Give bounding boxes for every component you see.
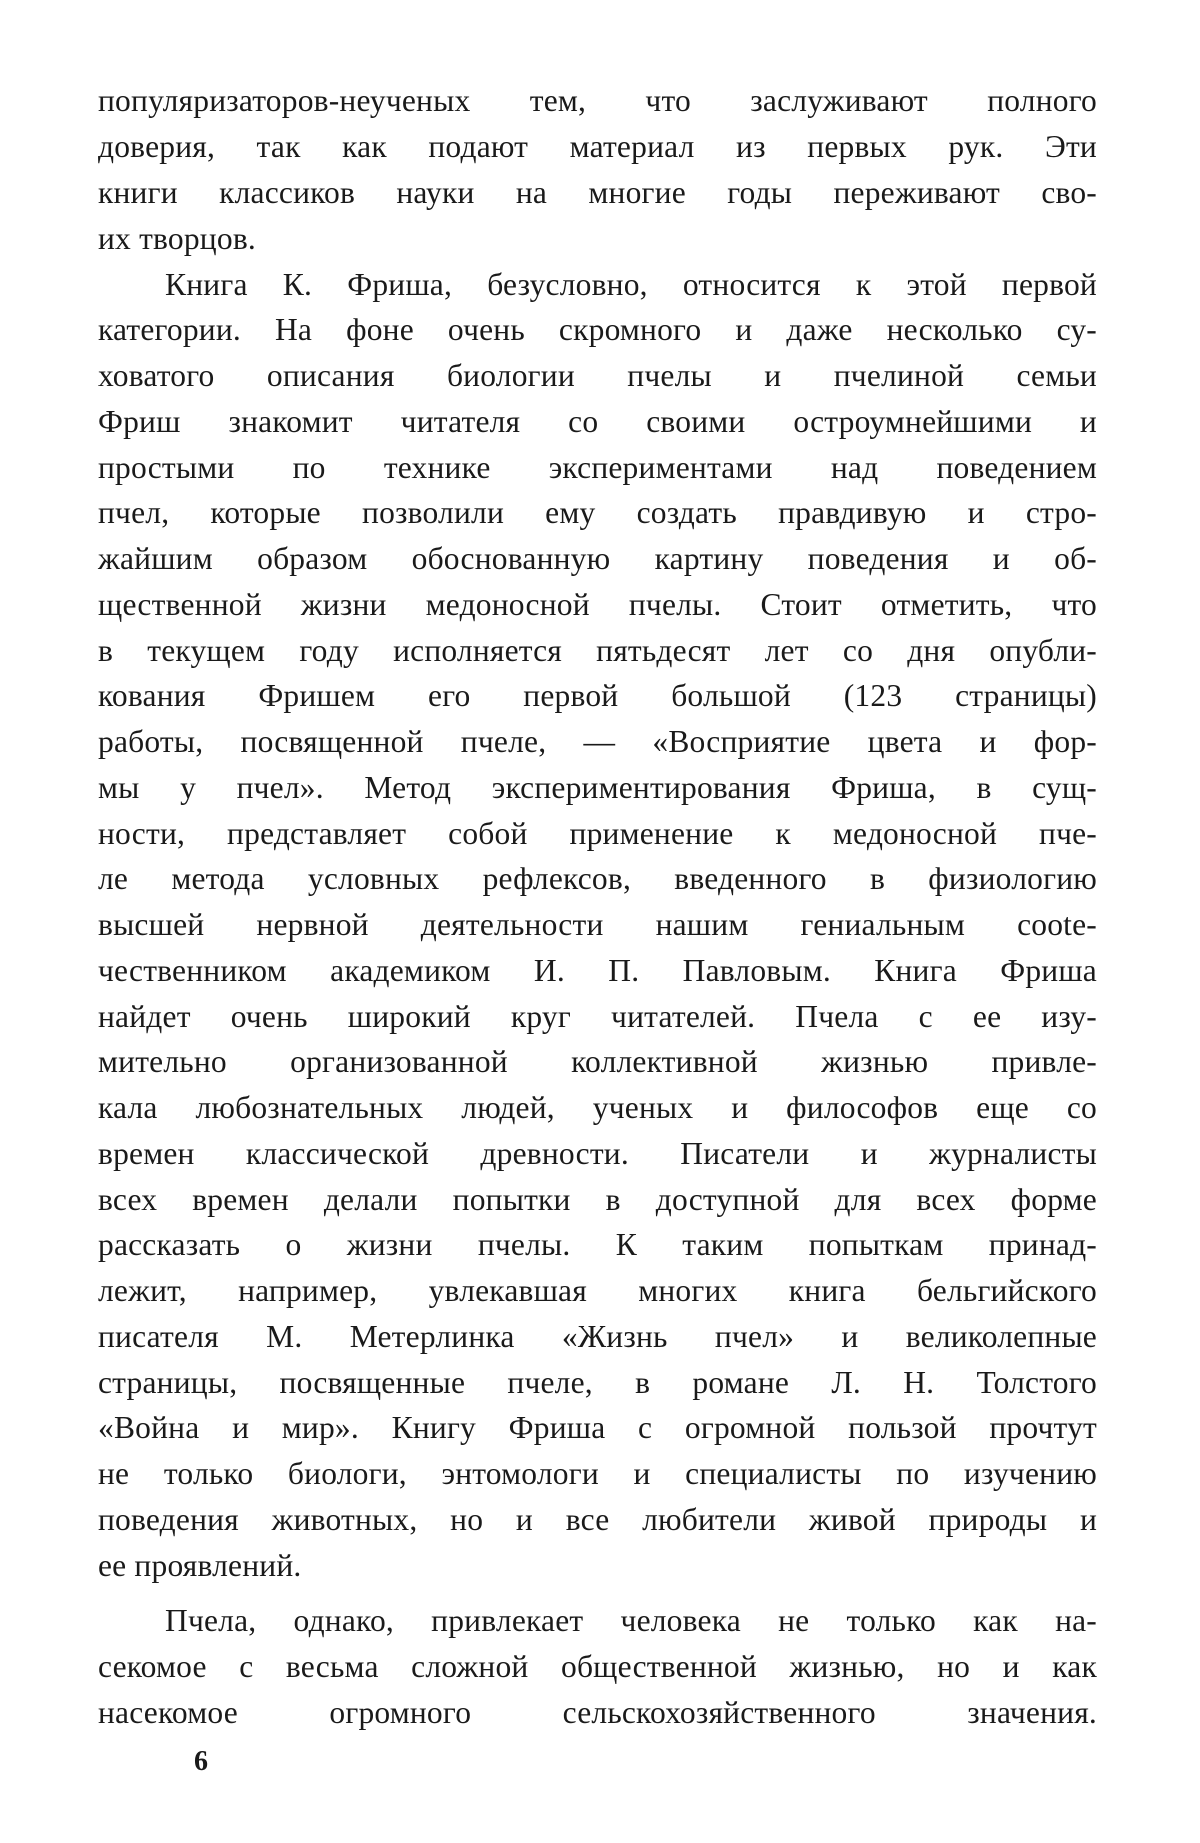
text-line: книги классиков науки на многие годы переживают сво- <box>98 175 1097 210</box>
text-line: кования Фришем его первой большой (123 страницы) <box>98 678 1097 713</box>
text-line: писателя М. Метерлинка «Жизнь пчел» и великолепные <box>98 1319 1097 1354</box>
text-line: поведения животных, но и все любители живой природы и <box>98 1502 1097 1537</box>
text-line: жайшим образом обоснованную картину поведения и об- <box>98 541 1097 576</box>
text-line: щественной жизни медоносной пчелы. Стоит отметить, что <box>98 587 1097 622</box>
text-line: ее проявлений. <box>98 1548 302 1583</box>
text-line: всех времен делали попытки в доступной для всех форме <box>98 1182 1097 1217</box>
text-line: ности, представляет собой применение к медоносной пче- <box>98 816 1097 851</box>
text-line: Пчела, однако, привлекает человека не только как на- <box>165 1603 1097 1638</box>
text-line: мы у пчел». Метод экспериментирования Фриша, в сущ- <box>98 770 1097 805</box>
text-line: их творцов. <box>98 221 256 256</box>
text-line: мительно организованной коллективной жизнью привле- <box>98 1044 1097 1079</box>
text-line: «Война и мир». Книгу Фриша с огромной пользой прочтут <box>98 1410 1097 1445</box>
text-line: в текущем году исполняется пятьдесят лет со дня опубли- <box>98 633 1097 668</box>
text-line: Фриш знакомит читателя со своими остроумнейшими и <box>98 404 1097 439</box>
text-line: ховатого описания биологии пчелы и пчелиной семьи <box>98 358 1097 393</box>
text-line: чественником академиком И. П. Павловым. Книга Фриша <box>98 953 1097 988</box>
text-line: рассказать о жизни пчелы. К таким попыткам принад- <box>98 1227 1097 1262</box>
text-line: лежит, например, увлекавшая многих книга бельгийского <box>98 1273 1097 1308</box>
text-line: секомое с весьма сложной общественной жизнью, но и как <box>98 1649 1097 1684</box>
text-line: кала любознательных людей, ученых и философов еще со <box>98 1090 1097 1125</box>
text-line: доверия, так как подают материал из первых рук. Эти <box>98 129 1097 164</box>
text-line: страницы, посвященные пчеле, в романе Л. Н. Толстого <box>98 1365 1097 1400</box>
text-line: ле метода условных рефлексов, введенного в физиологию <box>98 861 1097 896</box>
text-line: высшей нервной деятельности нашим гениальным соote- <box>98 907 1097 942</box>
text-line: насекомое огромного сельскохозяйственного значения. <box>98 1695 1097 1730</box>
text-line: не только биологи, энтомологи и специалисты по изучению <box>98 1456 1097 1491</box>
page-number: 6 <box>194 1746 208 1777</box>
text-line: категории. На фоне очень скромного и даже несколько су- <box>98 312 1097 347</box>
text-line: популяризаторов-неученых тем, что заслуживают полного <box>98 83 1097 118</box>
text-line: работы, посвященной пчеле, — «Восприятие цвета и фор- <box>98 724 1097 759</box>
text-line: Книга К. Фриша, безусловно, относится к этой первой <box>165 267 1097 302</box>
text-line: простыми по технике экспериментами над поведением <box>98 450 1097 485</box>
text-line: пчел, которые позволили ему создать правдивую и стро- <box>98 495 1097 530</box>
text-line: времен классической древности. Писатели и журналисты <box>98 1136 1097 1171</box>
text-line: найдет очень широкий круг читателей. Пчела с ее изу- <box>98 999 1097 1034</box>
